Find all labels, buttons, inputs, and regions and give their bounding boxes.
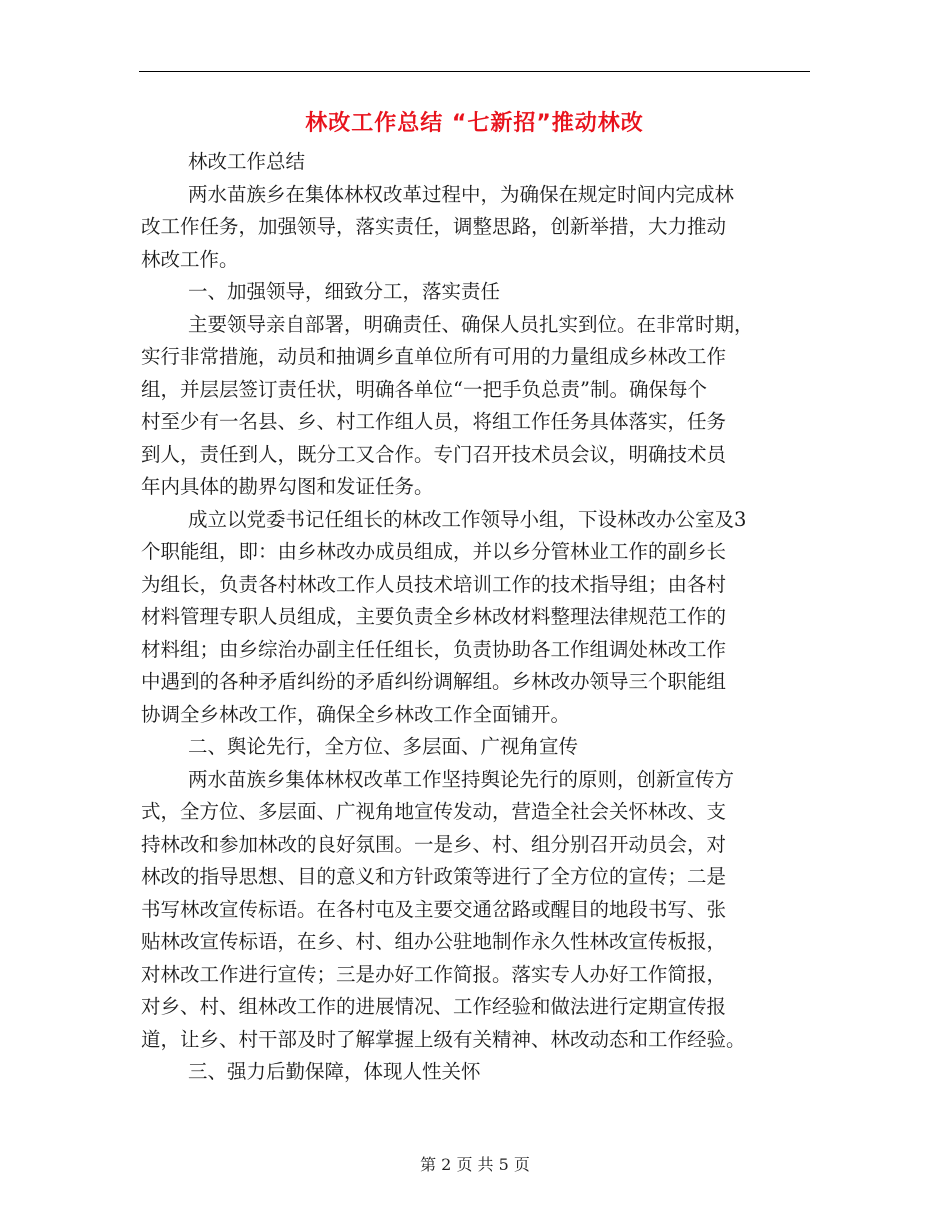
- text-line: 材料组；由乡综治办副主任任组长，负责协助各工作组调处林改工作: [141, 637, 727, 661]
- text-line: 式，全方位、多层面、广视角地宣传发动，营造全社会关怀林改、支: [141, 800, 727, 823]
- text-line: 协调全乡林改工作，确保全乡林改工作全面铺开。: [141, 702, 571, 726]
- text-line: 对林改工作进行宣传；三是办好工作简报。落实专人办好工作简报，: [141, 962, 727, 986]
- text-line: 主要领导亲自部署，明确责任、确保人员扎实到位。在非常时期，: [188, 312, 754, 336]
- text-line: 书写林改宣传标语。在各村屯及主要交通岔路或醒目的地段书写、张: [141, 897, 727, 921]
- text-line: 道，让乡、村干部及时了解掌握上级有关精神、林改动态和工作经验。: [141, 1027, 746, 1051]
- text-line: 林改工作。: [141, 247, 239, 271]
- text-line: 为组长，负责各村林改工作人员技术培训工作的技术指导组；由各村: [141, 572, 727, 596]
- text-line: 成立以党委书记任组长的林改工作领导小组，下设林改办公室及3: [188, 507, 747, 531]
- document-title: 林改工作总结 “七新招”推动林改: [305, 111, 644, 136]
- page-footer: 第 2 页 共 5 页: [420, 1155, 530, 1174]
- text-line: 一、加强领导，细致分工，落实责任: [188, 280, 501, 303]
- text-line: 林改的指导思想、目的意义和方针政策等进行了全方位的宣传；二是: [141, 865, 727, 888]
- text-line: 到人，责任到人，既分工又合作。专门召开技术员会议，明确技术员: [141, 442, 727, 466]
- text-line: 对乡、村、组林改工作的进展情况、工作经验和做法进行定期宣传报: [141, 995, 727, 1018]
- text-line: 改工作任务，加强领导，落实责任，调整思路，创新举措，大力推动: [141, 215, 727, 238]
- text-line: 三、强力后勤保障，体现人性关怀: [188, 1060, 481, 1083]
- text-line: 年内具体的勘界勾图和发证任务。: [141, 475, 434, 498]
- header-rule: [139, 71, 810, 72]
- text-line: 两水苗族乡集体林权改革工作坚持舆论先行的原则，创新宣传方: [188, 767, 735, 791]
- text-line: 组，并层层签订责任状，明确各单位“一把手负总责”制。确保每个: [141, 377, 707, 401]
- text-line: 两水苗族乡在集体林权改革过程中，为确保在规定时间内完成林: [188, 182, 735, 206]
- text-line: 实行非常措施，动员和抽调乡直单位所有可用的力量组成乡林改工作: [141, 345, 727, 368]
- text-line: 中遇到的各种矛盾纠纷的矛盾纠纷调解组。乡林改办领导三个职能组: [141, 670, 727, 693]
- document-body: [141, 146, 813, 1089]
- text-line: 个职能组，即：由乡林改办成员组成，并以乡分管林业工作的副乡长: [141, 540, 727, 563]
- text-line: 材料管理专职人员组成，主要负责全乡林改材料整理法律规范工作的: [141, 605, 727, 628]
- text-line: 林改工作总结: [188, 150, 306, 173]
- text-line: 二、舆论先行，全方位、多层面、广视角宣传: [188, 735, 579, 758]
- text-line: 村至少有一名县、乡、村工作组人员，将组工作任务具体落实，任务: [141, 410, 727, 433]
- text-line: 持林改和参加林改的良好氛围。一是乡、村、组分别召开动员会，对: [141, 832, 727, 856]
- text-line: 贴林改宣传标语，在乡、村、组办公驻地制作永久性林改宣传板报，: [141, 930, 727, 953]
